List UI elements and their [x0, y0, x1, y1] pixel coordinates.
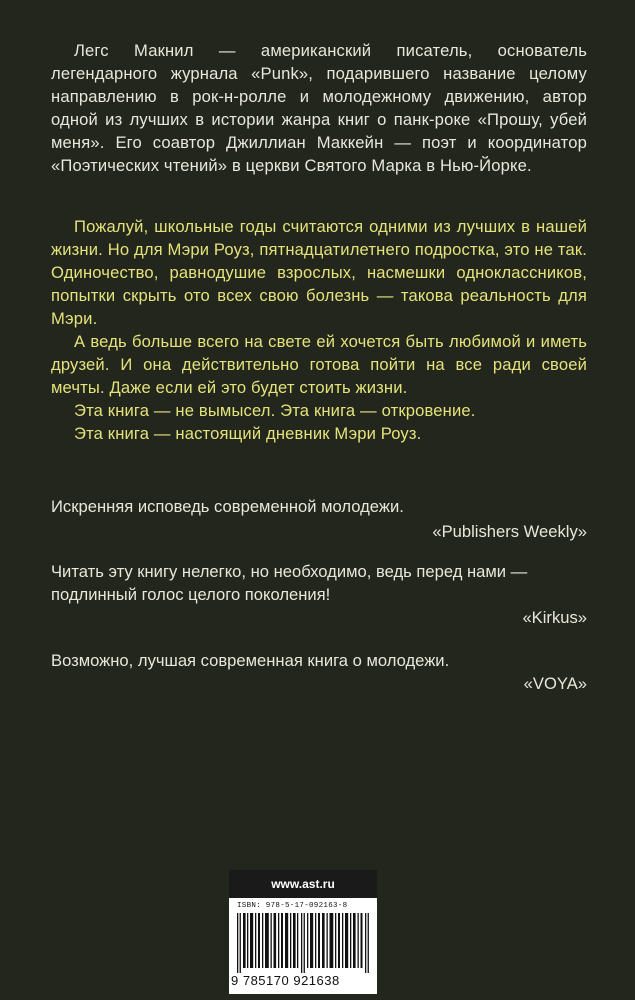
review-text: Читать эту книгу нелегко, но необходимо, ведь перед нами — подлинный голос целого поколения! — [51, 562, 528, 604]
author-bio — [51, 39, 587, 177]
author-bio-text: Легс Макнил — американский писатель, основатель легендарного журнала «Punk», подарившего название целому направлению в рок-н-ролле и молодежному движению, автор одной из лучших в истории жанра книг о панк-роке «Прошу, убей меня». Его соавтор Джиллиан Маккейн — поэт и координатор «Поэтических чтений» в церкви Святого Марка в Нью-Йорке. — [51, 41, 587, 175]
review-quote — [51, 495, 587, 543]
review-source: «Publishers Weekly» — [432, 522, 587, 541]
review-text: Искренняя исповедь современной молодежи. — [51, 497, 404, 516]
isbn-label: ISBN: 978-5-17-092163-8 — [237, 902, 348, 910]
publisher-url: www.ast.ru — [229, 870, 377, 898]
barcode-icon — [235, 913, 373, 973]
review-source: «VOYA» — [523, 674, 587, 693]
blurb-paragraph: А ведь больше всего на свете ей хочется быть любимой и иметь друзей. И она действительно готова пойти на все ради своей мечты. Даже если ей это будет стоить жизни. — [51, 332, 587, 397]
book-blurb — [51, 215, 587, 445]
review-text: Возможно, лучшая современная книга о молодежи. — [51, 651, 450, 670]
review-source: «Kirkus» — [522, 608, 587, 627]
blurb-paragraph: Эта книга — настоящий дневник Мэри Роуз. — [74, 424, 422, 443]
review-quote — [51, 649, 587, 695]
blurb-paragraph: Эта книга — не вымысел. Эта книга — откровение. — [74, 401, 476, 420]
isbn-barcode-block — [229, 870, 377, 994]
barcode-digits: 9 785170 921638 — [231, 973, 340, 988]
review-quote — [51, 560, 587, 629]
blurb-paragraph: Пожалуй, школьные годы считаются одними из лучших в нашей жизни. Но для Мэри Роуз, пятнадцатилетнего подростка, это не так. Одиночество, равнодушие взрослых, насмешки одноклассников, попытки скрыть ото всех свою болезнь — такова реальность для Мэри. — [51, 217, 587, 328]
